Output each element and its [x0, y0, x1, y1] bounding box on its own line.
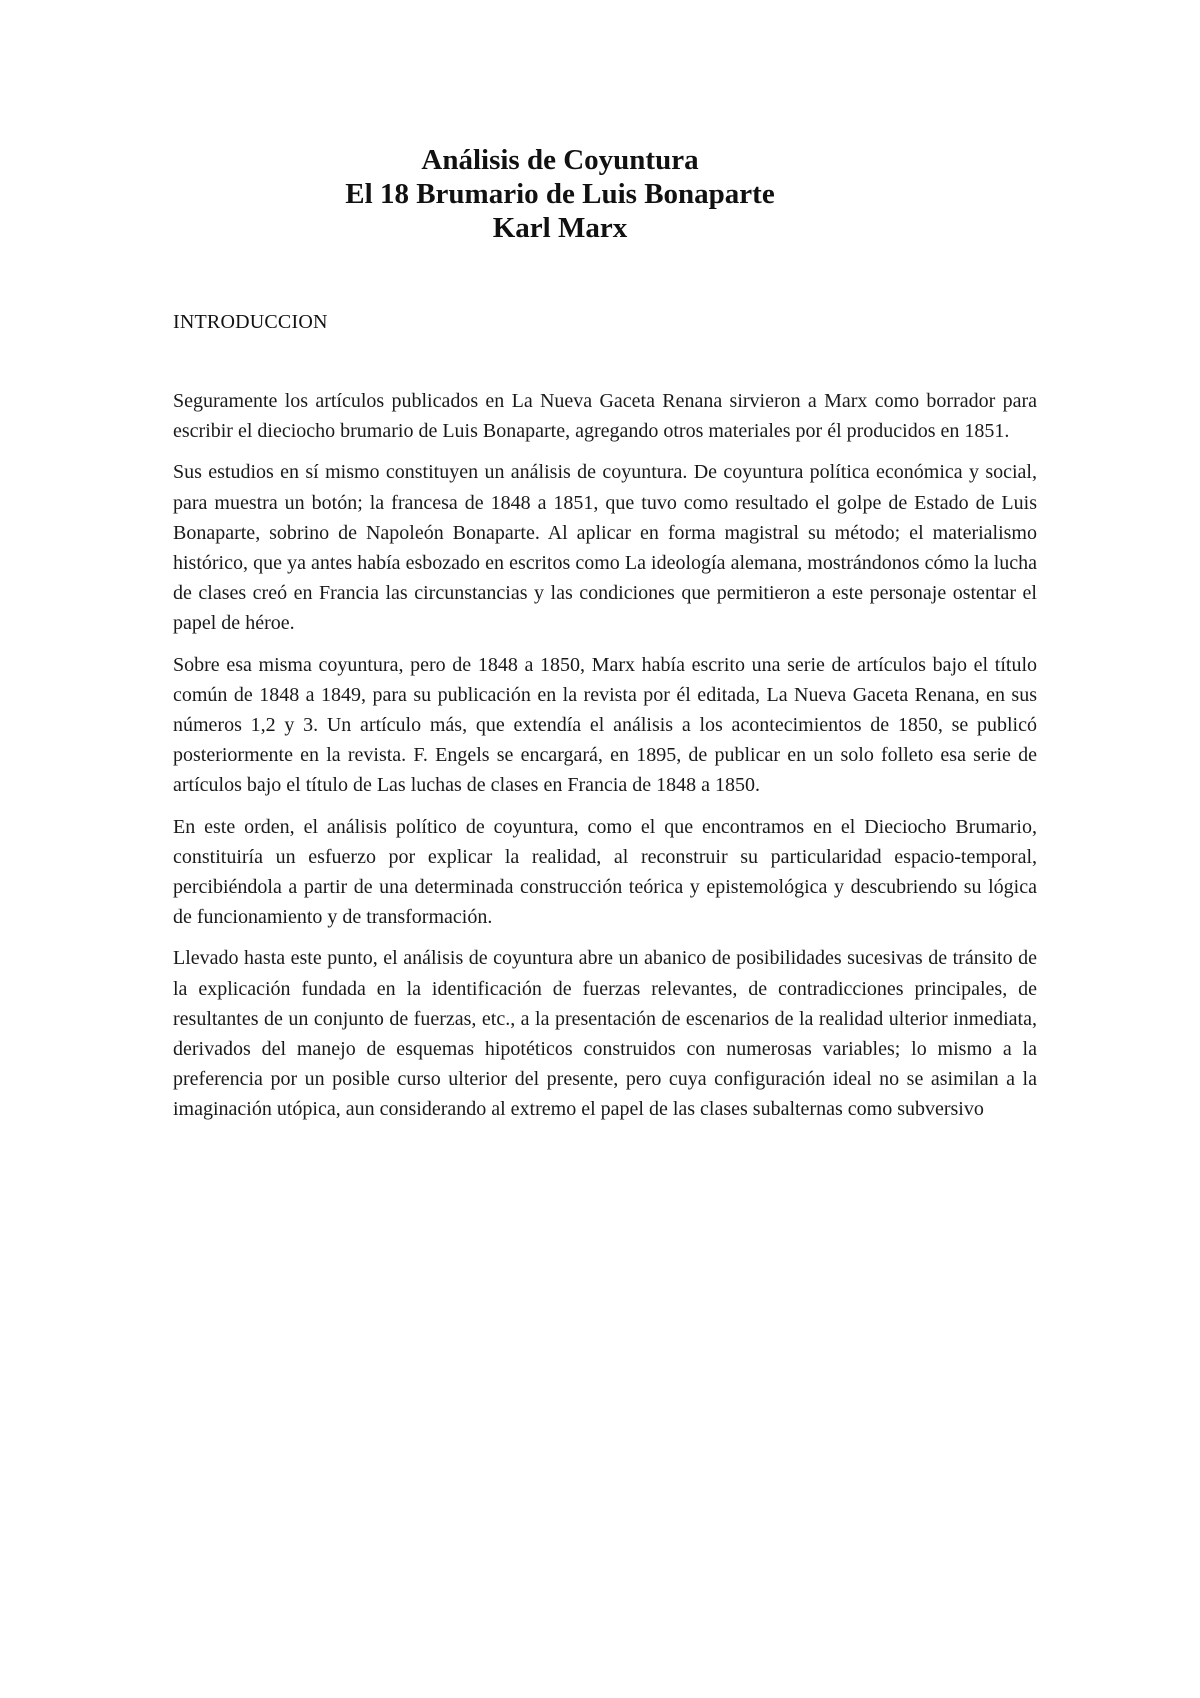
- paragraph-2: Sus estudios en sí mismo constituyen un análisis de coyuntura. De coyuntura política económica y social, para muestra un botón; la francesa de 1848 a 1851, que tuvo como resultado el golpe de Estado de Luis Bonaparte, sobrino de Napoleón Bonaparte. Al aplicar en forma magistral su método; el materialismo histórico, que ya antes había esbozado en escritos como La ideología alemana, mostrándonos cómo la lucha de clases creó en Francia las circunstancias y las condiciones que permitieron a este personaje ostentar el papel de héroe.: [173, 461, 1037, 635]
- section-heading: INTRODUCCION: [173, 311, 328, 333]
- paragraph-1: Seguramente los artículos publicados en La Nueva Gaceta Renana sirvieron a Marx como borrador para escribir el dieciocho brumario de Luis Bonaparte, agregando otros materiales por él producidos en 1851.: [173, 390, 1037, 443]
- paragraph-4: En este orden, el análisis político de coyuntura, como el que encontramos en el Dieciocho Brumario, constituiría un esfuerzo por explicar la realidad, al reconstruir su particularidad espacio-temporal, percibiéndola a partir de una determinada construcción teórica y epistemológica y descubriendo su lógica de funcionamiento y de transformación.: [173, 815, 1037, 929]
- title-line-1: Análisis de Coyuntura: [421, 144, 699, 176]
- document-title: [0, 143, 1120, 245]
- paragraph-3: Sobre esa misma coyuntura, pero de 1848 a 1850, Marx había escrito una serie de artículos bajo el título común de 1848 a 1849, para su publicación en la revista por él editada, La Nueva Gaceta Renana, en sus números 1,2 y 3. Un artículo más, que extendía el análisis a los acontecimientos de 1850, se publicó posteriormente en la revista. F. Engels se encargará, en 1895, de publicar en un solo folleto esa serie de artículos bajo el título de Las luchas de clases en Francia de 1848 a 1850.: [173, 653, 1037, 797]
- paragraph-5: Llevado hasta este punto, el análisis de coyuntura abre un abanico de posibilidades sucesivas de tránsito de la explicación fundada en la identificación de fuerzas relevantes, de contradicciones principales, de resultantes de un conjunto de fuerzas, etc., a la presentación de escenarios de la realidad ulterior inmediata, derivados del manejo de esquemas hipotéticos construidos con numerosas variables; lo mismo a la preferencia por un posible curso ulterior del presente, pero cuya configuración ideal no se asimilan a la imaginación utópica, aun considerando al extremo el papel de las clases subalternas como subversivo: [173, 947, 1037, 1121]
- document-body: [173, 386, 1037, 1136]
- title-line-2: El 18 Brumario de Luis Bonaparte: [345, 178, 775, 210]
- title-line-3: Karl Marx: [492, 212, 628, 244]
